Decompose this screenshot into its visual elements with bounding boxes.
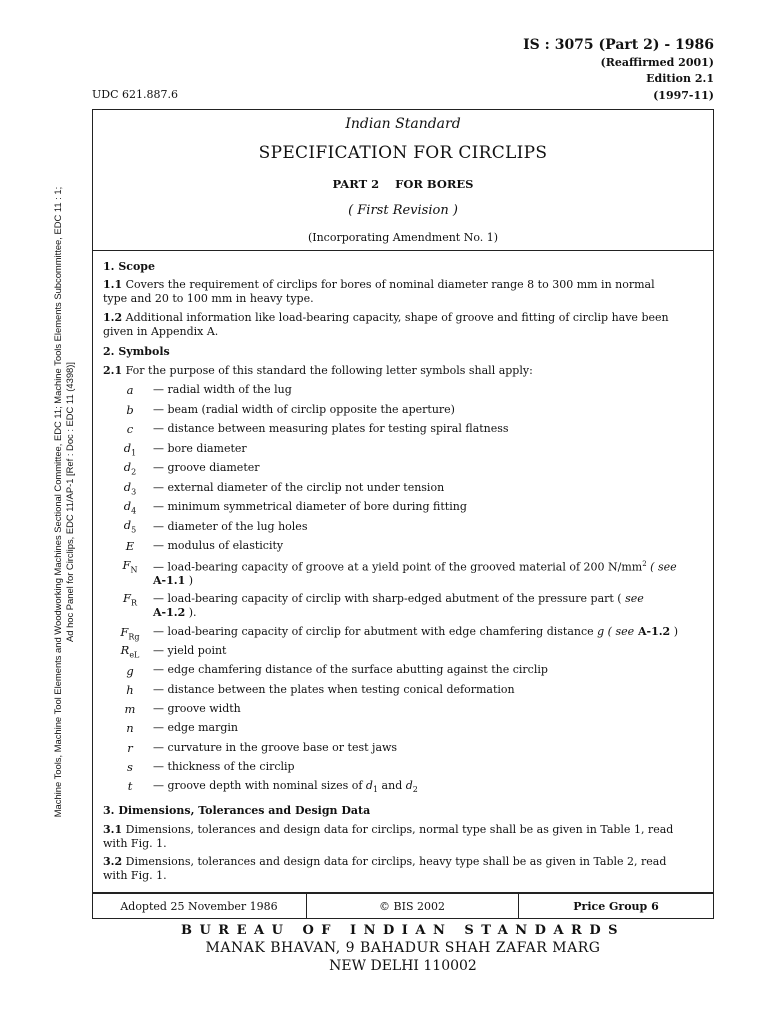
symbol: $d_4$ xyxy=(123,499,137,516)
dimensions-para-1: 3.1 Dimensions, tolerances and design data for circlips, normal type shall be as given in Table 1, read with Fig. 1. xyxy=(103,823,674,850)
clause-number: 1.2 xyxy=(103,311,123,324)
symbol: r xyxy=(127,741,133,755)
issue-date: (1997-11) xyxy=(653,89,714,102)
price-group: Price Group 6 xyxy=(573,900,659,913)
symbol-definition: — load-bearing capacity of groove at a yield point of the grooved material of 200 $N/mm^2$ ( see A-1.1 ) xyxy=(153,560,677,588)
clause-number: 3.1 xyxy=(103,823,123,836)
clause-number: 3.2 xyxy=(103,855,123,868)
revision-label: ( First Revision ) xyxy=(348,203,458,218)
symbol-definition: — curvature in the groove base or test jaws xyxy=(153,741,398,754)
symbol-definition: — edge chamfering distance of the surface abutting against the circlip xyxy=(153,663,548,676)
edition-label: Edition 2.1 xyxy=(646,72,714,85)
scope-para-1-line2: type and 20 to 100 mm in heavy type. xyxy=(103,291,314,305)
symbol: g xyxy=(126,664,134,678)
committee-line-1: Machine Tools, Machine Tool Elements and Woodworking Machines Sectional Committee, EDC 11; Machine Tools Elements Subcommittee, EDC 11 : 1; xyxy=(52,186,63,818)
scope-para-2-line1: Additional information like load-bearing capacity, shape of groove and fitting of circlip have been xyxy=(125,311,669,324)
symbol: m xyxy=(124,702,136,716)
copyright: © BIS 2002 xyxy=(379,900,445,913)
symbol: $F_{Rg}$ xyxy=(120,625,140,642)
symbol: a xyxy=(126,383,134,397)
scope-heading: 1. Scope xyxy=(103,260,155,273)
symbol: $F_R$ xyxy=(122,591,137,608)
symbols-intro xyxy=(103,364,703,378)
dimensions-heading: 3. Dimensions, Tolerances and Design Data xyxy=(103,804,371,817)
symbol-definition: — distance between measuring plates for testing spiral flatness xyxy=(153,422,509,435)
symbol-definition: — bore diameter xyxy=(153,442,247,455)
scope-para-1-line1: Covers the requirement of circlips for bores of nominal diameter range 8 to 300 mm in normal xyxy=(125,278,655,291)
scope-para-2 xyxy=(103,311,703,338)
amendment-note: (Incorporating Amendment No. 1) xyxy=(307,231,499,244)
symbol-definition: — minimum symmetrical diameter of bore during fitting xyxy=(153,500,467,513)
scope-para-2-line2: given in Appendix A. xyxy=(103,324,219,338)
committee-line-2: Ad hoc Panel for Circlips, EDC 11/AP-1 [Ref : Doc : EDC 11 (4398)] xyxy=(64,362,75,642)
symbol: n xyxy=(126,721,134,735)
bureau-name: BUREAU OF INDIAN STANDARDS xyxy=(180,923,626,938)
symbol: E xyxy=(125,539,135,553)
dimensions-para-2: 3.2 Dimensions, tolerances and design data for circlips, heavy type shall be as given in Table 2, read with Fig. 1. xyxy=(103,855,667,882)
symbol: c xyxy=(126,422,134,436)
symbol-definition: — radial width of the lug xyxy=(153,383,292,396)
symbol: $F_N$ xyxy=(122,558,138,575)
standard-label: Indian Standard xyxy=(345,116,461,132)
symbol-definition: — modulus of elasticity xyxy=(153,539,284,552)
symbol: $d_3$ xyxy=(123,480,137,497)
symbol: $d_2$ xyxy=(123,460,137,477)
bureau-address: MANAK BHAVAN, 9 BAHADUR SHAH ZAFAR MARG xyxy=(205,940,601,956)
symbol: $d_1$ xyxy=(123,441,137,458)
part-heading: PART 2 FOR BORES xyxy=(332,177,474,191)
bureau-city: NEW DELHI 110002 xyxy=(329,958,477,974)
symbol-definition: — external diameter of the circlip not under tension xyxy=(153,481,445,494)
title-divider xyxy=(92,250,714,251)
reaffirmed-note: (Reaffirmed 2001) xyxy=(600,56,714,69)
udc-code: UDC 621.887.6 xyxy=(92,88,178,101)
symbol-definition: — thickness of the circlip xyxy=(153,760,295,773)
standard-number: IS : 3075 (Part 2) - 1986 xyxy=(523,37,714,53)
scope-para-1 xyxy=(103,278,703,305)
symbol-definition: — load-bearing capacity of circlip with sharp-edged abutment of the pressure part ( see A-1.2 ). xyxy=(153,592,644,619)
symbols-heading: 2. Symbols xyxy=(103,345,170,358)
symbol: t xyxy=(127,779,133,793)
symbol-definition: — distance between the plates when testing conical deformation xyxy=(153,683,515,696)
symbol-definition: — edge margin xyxy=(153,721,238,734)
symbol: b xyxy=(126,403,134,417)
symbol-definition: — groove depth with nominal sizes of $d_1$ and $d_2$ xyxy=(153,779,418,795)
committee-side-note xyxy=(52,142,76,862)
symbol: $R_{eL}$ xyxy=(120,643,140,660)
symbol-definition: — load-bearing capacity of circlip for abutment with edge chamfering distance g ( see A-1.2 ) xyxy=(153,625,679,638)
symbol-definition: — beam (radial width of circlip opposite the aperture) xyxy=(153,403,455,416)
symbol-definition: — yield point xyxy=(153,644,227,657)
symbol-definition: — groove width xyxy=(153,702,241,715)
symbols-intro-text: For the purpose of this standard the following letter symbols shall apply: xyxy=(125,364,533,377)
clause-number: 1.1 xyxy=(103,278,123,291)
clause-number: 2.1 xyxy=(103,364,123,377)
symbol-definition: — groove diameter xyxy=(153,461,260,474)
symbol: h xyxy=(126,683,134,697)
symbol-definition: — diameter of the lug holes xyxy=(153,520,308,533)
symbol: $d_5$ xyxy=(123,518,137,535)
symbol: s xyxy=(127,760,133,774)
adopted-date: Adopted 25 November 1986 xyxy=(120,900,278,913)
document-title: SPECIFICATION FOR CIRCLIPS xyxy=(258,143,548,163)
